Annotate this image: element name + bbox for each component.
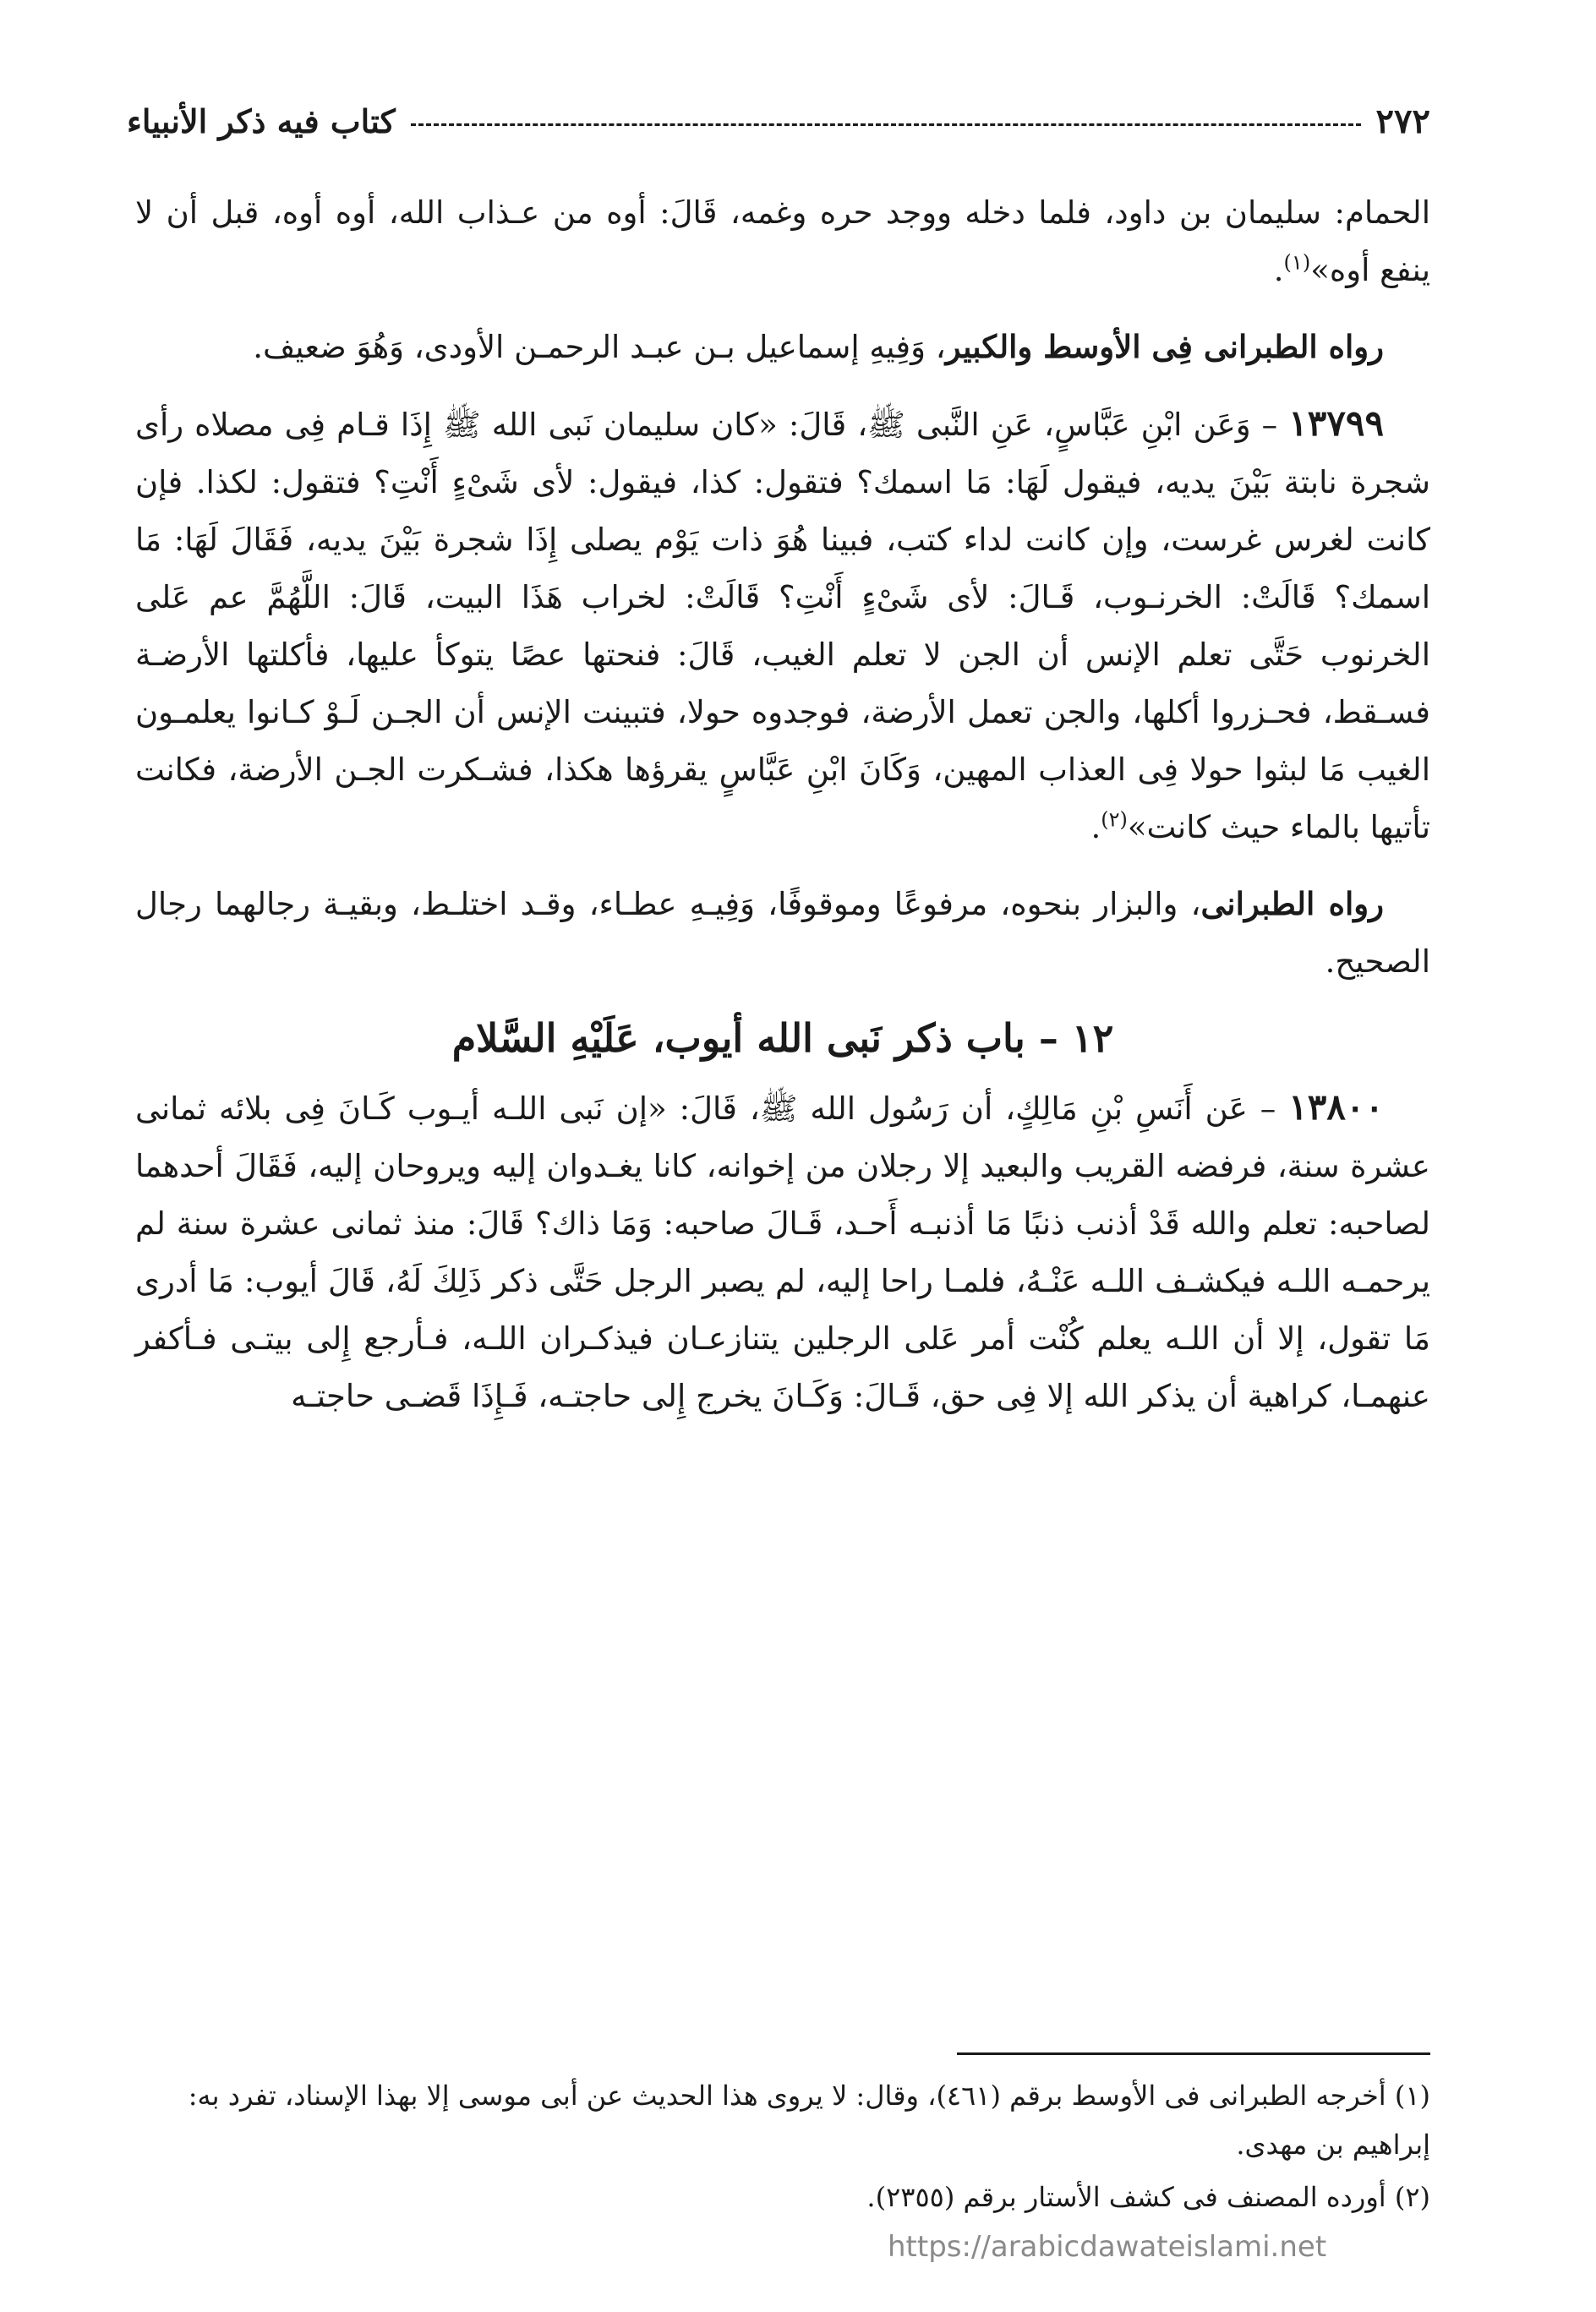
paragraph-end: . [1273,252,1284,288]
footnotes [135,2071,1430,2225]
paragraph-commentary [135,875,1430,991]
paragraph-hadith-13799 [135,395,1430,856]
footnote-ref: (٢) [1101,807,1128,832]
main-text [135,184,1430,1444]
paragraph-hadith-13800 [135,1079,1430,1425]
chapter-heading: ١٢ – باب ذكر نَبى الله أيوب، عَلَيْهِ السَّلام [451,1015,1114,1061]
footnote-1: (١) أخرجه الطبرانى فى الأوسط برقم (٤٦١)، وقال: لا يروى هذا الحديث عن أبى موسى إلا بهذا الإسناد، تفرد به: إبراهيم بن مهدى. [188,2080,1430,2161]
watermark-url: https://arabicdawateislami.net [888,2230,1327,2264]
page-number: ٢٧٢ [1375,101,1430,141]
running-header [127,91,1430,150]
source-citation: رواه الطبرانى فِى الأوسط والكبير [945,328,1384,365]
paragraph-hadith-end [135,184,1430,299]
paragraph-end: . [1090,809,1101,845]
paragraph-text: الحمام: سليمان بن داود، فلما دخله ووجد حره وغمه، قَالَ: أوه من عـذاب الله، أوه أوه، قبل أن لا ينفع أوه» [135,194,1430,288]
footnote-2: (٢) أورده المصنف فى كشف الأستار برقم (٢٣٥٥). [866,2181,1430,2213]
running-title: كتاب فيه ذكر الأنبياء [127,101,396,140]
footnote-separator [957,2052,1430,2055]
source-citation: رواه الطبرانى [1200,885,1384,922]
paragraph-commentary [135,318,1430,376]
paragraph-text: ، والبزار بنحوه، مرفوعًا وموقوفًا، وَفِيـهِ عطـاء، وقـد اختلـط، وبقيـة رجالهما رجال الصحيح. [135,886,1430,980]
paragraph-text: ، وَفِيهِ إسماعيل بـن عبـد الرحمـن الأودى، وَهُوَ ضعيف. [253,329,946,365]
header-dashed-rule [411,123,1361,126]
hadith-number: ١٣٨٠٠ [1288,1086,1384,1128]
footnote-ref: (١) [1283,250,1311,275]
hadith-number: ١٣٧٩٩ [1288,402,1384,444]
hadith-text: – عَن أَنَسِ بْنِ مَالِكٍ، أن رَسُول الله ﷺ، قَالَ: «إن نَبى اللـه أيـوب كَـانَ فِى بلائه ثمانى عشرة سنة، فرفضه القريب والبعيد إلا رجلان من إخوانه، كانا يغـدوان إليه ويروحان إليه، فَقَالَ أحدهما لصاحبه: تعلم والله قَدْ أذنب ذنبًا مَا أذنبـه أَحـد، قَـالَ صاحبه: وَمَا ذاك؟ قَالَ: منذ ثمانى عشرة سنة لم يرحمـه اللـه فيكشـف اللـه عَنْـهُ، فلمـا راحا إليه، لم يصبر الرجل حَتَّى ذكر ذَلِكَ لَهُ، قَالَ أيوب: مَا أدرى مَا تقول، إلا أن اللـه يعلم كُنْت أمر عَلى الرجلين يتنازعـان فيذكـران اللـه، فـأرجع إِلى بيتـى فـأكفر عنهمـا، كراهية أن يذكر الله إلا فِى حق، قَـالَ: وَكَـانَ يخرج إِلى حاجتـه، فَـإِذَا قَضـى حاجتـه [135,1090,1430,1414]
hadith-text: – وَعَن ابْنِ عَبَّاسٍ، عَنِ النَّبى ﷺ، قَالَ: «كان سليمان نَبى الله ﷺ إِذَا قـام فِى مصلاه رأى شجرة نابتة بَيْنَ يديه، فيقول لَهَا: مَا اسمك؟ فتقول: كذا، فيقول: لأى شَىْءٍ أَنْتِ؟ فتقول: لكذا. فإن كانت لغرس غرست، وإن كانت لداء كتب، فبينا هُوَ ذات يَوْم يصلى إِذَا شجرة بَيْنَ يديه، فَقَالَ لَهَا: مَا اسمك؟ قَالَتْ: الخرنـوب، قَـالَ: لأى شَىْءٍ أَنْتِ؟ قَالَتْ: لخراب هَذَا البيت، قَالَ: اللَّهُمَّ عم عَلى الخرنوب حَتَّى تعلم الإنس أن الجن لا تعلم الغيب، قَالَ: فنحتها عصًا يتوكأ عليها، فأكلتها الأرضـة فسـقط، فحـزروا أكلها، والجن تعمل الأرضة، فوجدوه حولا، فتبينت الإنس أن الجـن لَـوْ كـانوا يعلمـون الغيب مَا لبثوا حولا فِى العذاب المهين، وَكَانَ ابْنِ عَبَّاسٍ يقرؤها هكذا، فشـكرت الجـن الأرضة، فكانت تأتيها بالماء حيث كانت» [135,407,1430,845]
